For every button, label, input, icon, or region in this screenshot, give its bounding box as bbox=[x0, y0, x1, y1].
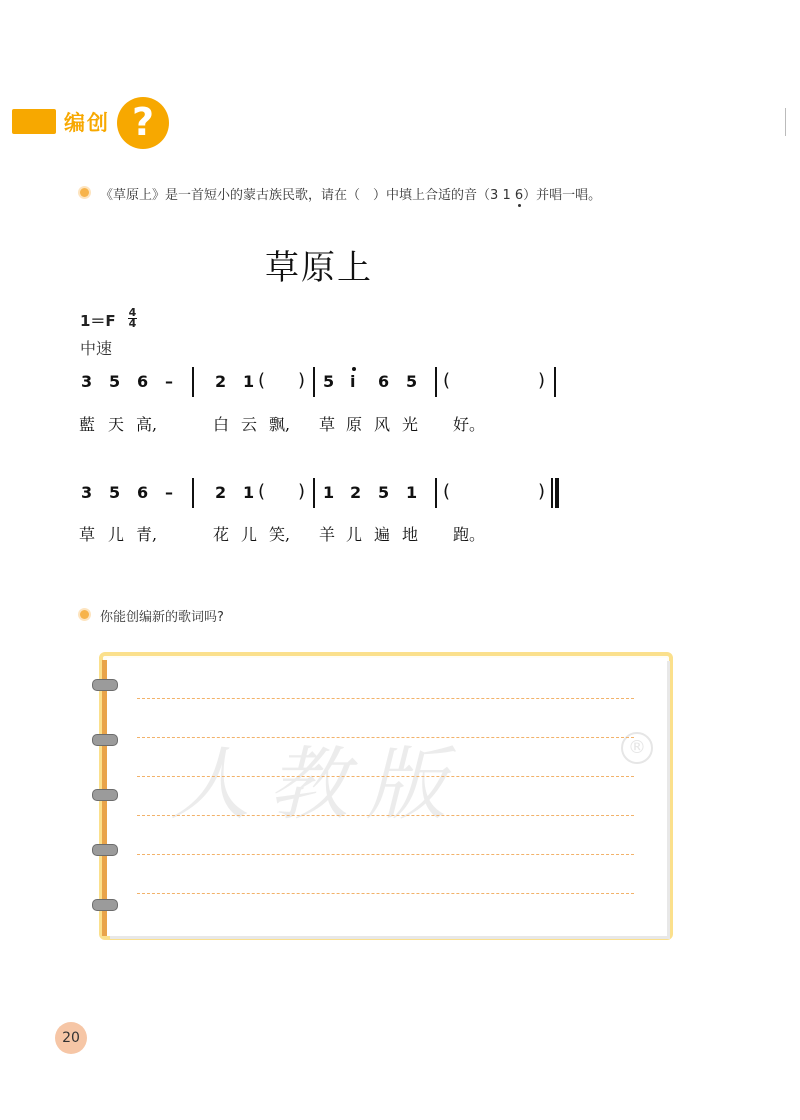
blank-paren-open: ( bbox=[443, 370, 451, 391]
note: 1 bbox=[406, 483, 418, 502]
instruction-text: 《草原上》是一首短小的蒙古族民歌，请在（ ）中填上合适的音（3 1 6）并唱一唱。 bbox=[100, 188, 602, 203]
question-text: 你能创编新的歌词吗? bbox=[100, 610, 224, 625]
blank-paren-close: ) bbox=[298, 370, 306, 391]
question-mark-icon: ? bbox=[117, 97, 169, 149]
binder-ring-icon bbox=[92, 679, 118, 691]
song-title: 草原上 bbox=[265, 248, 373, 288]
bullet-icon bbox=[80, 610, 89, 619]
lyric-char: 好。 bbox=[453, 415, 486, 434]
note: 1 bbox=[323, 483, 335, 502]
note: 3 bbox=[81, 372, 93, 391]
note: 6 bbox=[137, 483, 149, 502]
writing-line[interactable] bbox=[137, 737, 634, 738]
blank-paren-close: ) bbox=[538, 370, 546, 391]
lyric-char: 儿 bbox=[241, 525, 258, 544]
blank-paren-close: ) bbox=[298, 481, 306, 502]
lyric-char: 天 bbox=[108, 415, 125, 434]
lyric-char: 风 bbox=[374, 415, 391, 434]
page-edge-line bbox=[785, 108, 786, 136]
registered-mark-icon: ® bbox=[621, 732, 653, 764]
blank-paren-open: ( bbox=[258, 370, 266, 391]
key-signature: 1＝F bbox=[80, 312, 116, 330]
writing-line[interactable] bbox=[137, 854, 634, 855]
note: 2 bbox=[215, 483, 227, 502]
high-octave-dot bbox=[352, 367, 356, 371]
note: 1 bbox=[243, 483, 255, 502]
note-dash: – bbox=[165, 483, 173, 502]
writing-line[interactable] bbox=[137, 776, 634, 777]
note: 5 bbox=[109, 483, 121, 502]
lyric-char: 地 bbox=[402, 525, 419, 544]
binder-ring-icon bbox=[92, 844, 118, 856]
lyric-char: 藍 bbox=[79, 415, 96, 434]
lyric-char: 高, bbox=[136, 415, 158, 434]
bar-line bbox=[192, 367, 194, 397]
lyric-char: 草 bbox=[79, 525, 96, 544]
lyric-char: 云 bbox=[241, 415, 258, 434]
lyric-char: 花 bbox=[213, 525, 230, 544]
writing-line[interactable] bbox=[137, 893, 634, 894]
final-bar-thick bbox=[555, 478, 559, 508]
lyric-char: 草 bbox=[319, 415, 336, 434]
bullet-icon bbox=[80, 188, 89, 197]
note: i bbox=[350, 372, 356, 391]
lyric-char: 笑, bbox=[269, 525, 291, 544]
lyric-char: 青, bbox=[136, 525, 158, 544]
bar-line bbox=[313, 478, 315, 508]
lyric-char: 飘, bbox=[269, 415, 291, 434]
writing-line[interactable] bbox=[137, 698, 634, 699]
note: 6 bbox=[137, 372, 149, 391]
note: 5 bbox=[109, 372, 121, 391]
lyric-char: 光 bbox=[402, 415, 419, 434]
note: 5 bbox=[323, 372, 335, 391]
lyric-char: 羊 bbox=[319, 525, 336, 544]
note: 5 bbox=[378, 483, 390, 502]
page-number: 20 bbox=[55, 1022, 87, 1054]
bar-line bbox=[313, 367, 315, 397]
section-header-bar bbox=[12, 109, 56, 134]
writing-line[interactable] bbox=[137, 815, 634, 816]
binder-ring-icon bbox=[92, 734, 118, 746]
lyric-char: 白 bbox=[213, 415, 230, 434]
note: 2 bbox=[215, 372, 227, 391]
blank-paren-open: ( bbox=[443, 481, 451, 502]
note: 1 bbox=[243, 372, 255, 391]
time-signature: 4 4 bbox=[128, 306, 137, 330]
note: 2 bbox=[350, 483, 362, 502]
lyric-char: 儿 bbox=[108, 525, 125, 544]
lyric-char: 跑。 bbox=[453, 525, 486, 544]
bar-line bbox=[554, 367, 556, 397]
binder-ring-icon bbox=[92, 899, 118, 911]
bar-line bbox=[192, 478, 194, 508]
lyric-char: 原 bbox=[346, 415, 363, 434]
section-title: 编创 bbox=[64, 111, 110, 135]
blank-paren-open: ( bbox=[258, 481, 266, 502]
final-bar-thin bbox=[551, 478, 553, 508]
bar-line bbox=[435, 367, 437, 397]
blank-paren-close: ) bbox=[538, 481, 546, 502]
note: 3 bbox=[81, 483, 93, 502]
note-dash: – bbox=[165, 372, 173, 391]
tempo-marking: 中速 bbox=[80, 339, 113, 358]
lyric-char: 儿 bbox=[346, 525, 363, 544]
lyric-char: 遍 bbox=[374, 525, 391, 544]
bar-line bbox=[435, 478, 437, 508]
binder-ring-icon bbox=[92, 789, 118, 801]
watermark: 人教版 bbox=[170, 738, 464, 831]
note: 5 bbox=[406, 372, 418, 391]
note: 6 bbox=[378, 372, 390, 391]
